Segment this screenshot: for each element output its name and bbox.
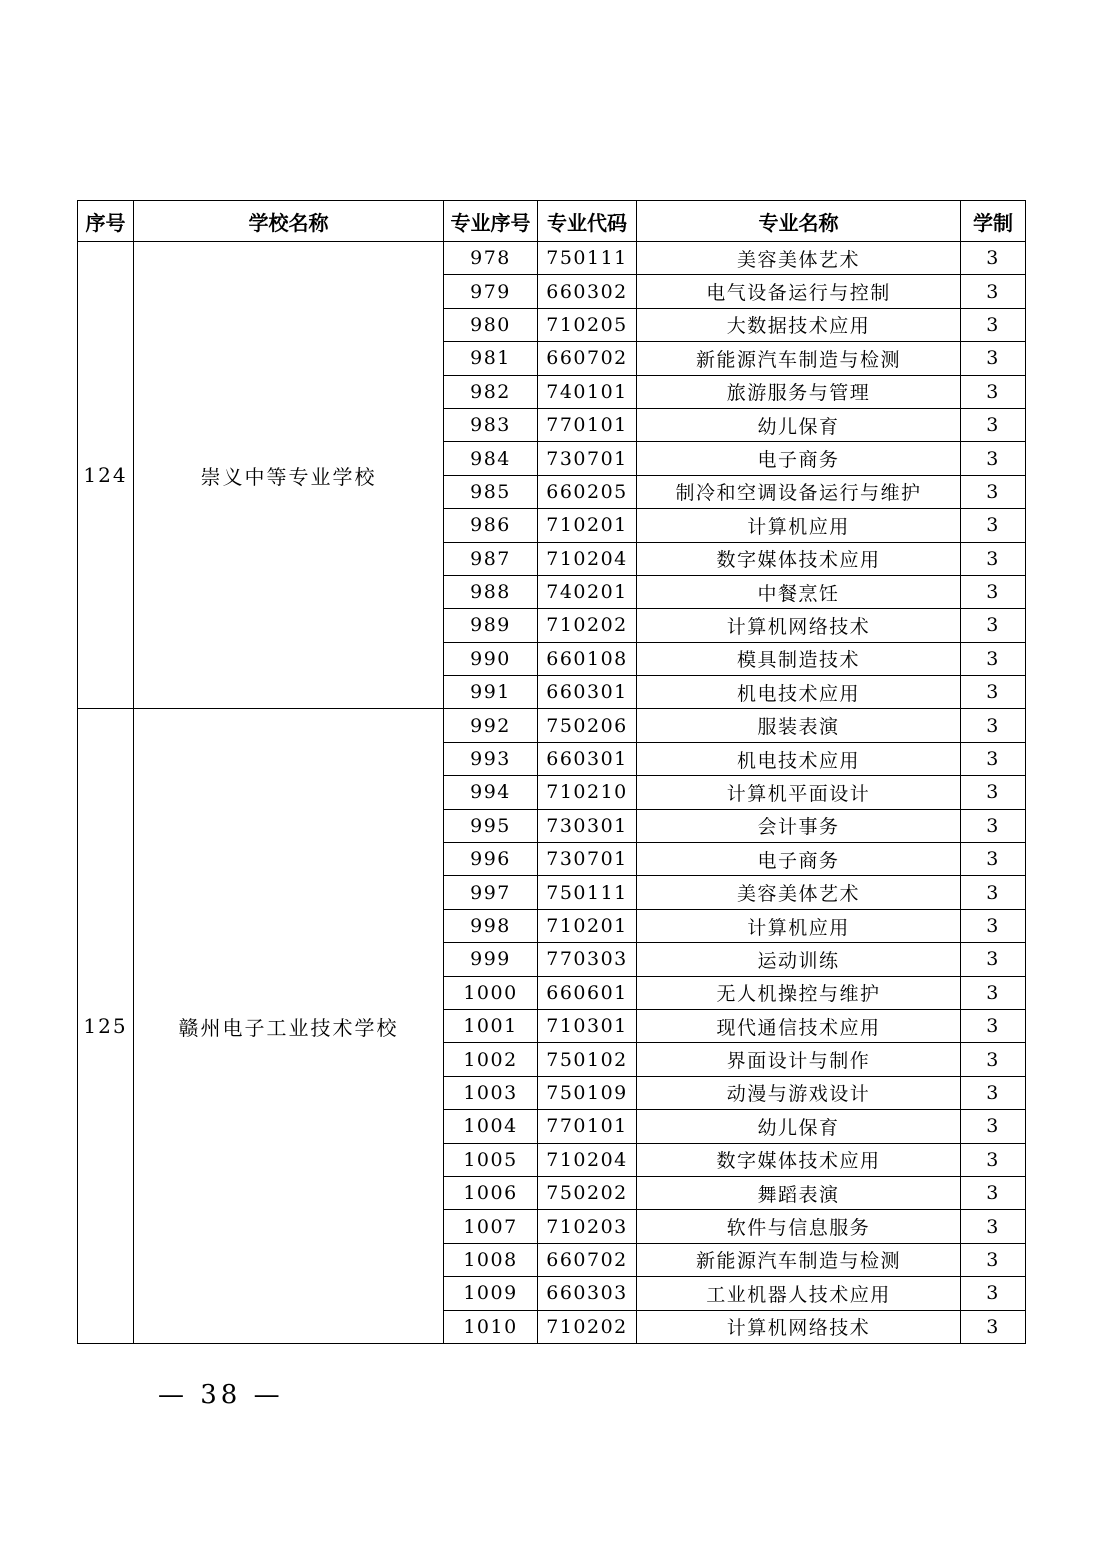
- major-name-cell: 计算机平面设计: [637, 776, 961, 809]
- duration-cell: 3: [961, 1243, 1026, 1276]
- major-code-cell: 750102: [538, 1043, 637, 1076]
- major-code-cell: 660702: [538, 1243, 637, 1276]
- major-index-cell: 1004: [444, 1110, 538, 1143]
- major-name-cell: 新能源汽车制造与检测: [637, 1243, 961, 1276]
- major-name-cell: 幼儿保育: [637, 408, 961, 441]
- major-index-cell: 978: [444, 242, 538, 275]
- duration-cell: 3: [961, 509, 1026, 542]
- major-code-cell: 710205: [538, 308, 637, 341]
- major-code-cell: 750109: [538, 1076, 637, 1109]
- page-number: — 38 —: [158, 1380, 284, 1410]
- major-code-cell: 710204: [538, 542, 637, 575]
- major-index-cell: 987: [444, 542, 538, 575]
- major-code-cell: 660108: [538, 642, 637, 675]
- major-code-cell: 770101: [538, 408, 637, 441]
- major-name-cell: 电子商务: [637, 843, 961, 876]
- major-index-cell: 991: [444, 676, 538, 709]
- major-name-cell: 电子商务: [637, 442, 961, 475]
- major-index-cell: 980: [444, 308, 538, 341]
- major-name-cell: 无人机操控与维护: [637, 976, 961, 1009]
- major-code-cell: 710201: [538, 509, 637, 542]
- header-major-index: 专业序号: [444, 201, 538, 242]
- major-index-cell: 1002: [444, 1043, 538, 1076]
- duration-cell: 3: [961, 976, 1026, 1009]
- major-index-cell: 1008: [444, 1243, 538, 1276]
- table-body: [78, 242, 1026, 1344]
- duration-cell: 3: [961, 876, 1026, 909]
- major-index-cell: 1000: [444, 976, 538, 1009]
- table-row: [78, 709, 1026, 742]
- major-code-cell: 660302: [538, 275, 637, 308]
- major-index-cell: 986: [444, 509, 538, 542]
- major-name-cell: 制冷和空调设备运行与维护: [637, 475, 961, 508]
- header-major-name: 专业名称: [637, 201, 961, 242]
- duration-cell: 3: [961, 542, 1026, 575]
- major-name-cell: 数字媒体技术应用: [637, 542, 961, 575]
- duration-cell: 3: [961, 375, 1026, 408]
- duration-cell: 3: [961, 1009, 1026, 1042]
- major-name-cell: 计算机应用: [637, 509, 961, 542]
- duration-cell: 3: [961, 1277, 1026, 1310]
- duration-cell: 3: [961, 609, 1026, 642]
- major-code-cell: 750111: [538, 242, 637, 275]
- major-code-cell: 750202: [538, 1176, 637, 1209]
- major-name-cell: 旅游服务与管理: [637, 375, 961, 408]
- major-name-cell: 数字媒体技术应用: [637, 1143, 961, 1176]
- major-name-cell: 工业机器人技术应用: [637, 1277, 961, 1310]
- major-name-cell: 中餐烹饪: [637, 575, 961, 608]
- major-index-cell: 1006: [444, 1176, 538, 1209]
- table-row: [78, 242, 1026, 275]
- header-row: [78, 201, 1026, 242]
- major-index-cell: 979: [444, 275, 538, 308]
- major-code-cell: 710204: [538, 1143, 637, 1176]
- major-code-cell: 660301: [538, 742, 637, 775]
- major-code-cell: 770303: [538, 943, 637, 976]
- duration-cell: 3: [961, 242, 1026, 275]
- major-code-cell: 710202: [538, 609, 637, 642]
- major-name-cell: 机电技术应用: [637, 742, 961, 775]
- major-index-cell: 989: [444, 609, 538, 642]
- major-index-cell: 1005: [444, 1143, 538, 1176]
- school-name-cell: 赣州电子工业技术学校: [134, 709, 444, 1343]
- major-code-cell: 660702: [538, 342, 637, 375]
- duration-cell: 3: [961, 642, 1026, 675]
- duration-cell: 3: [961, 1310, 1026, 1343]
- header-duration: 学制: [961, 201, 1026, 242]
- duration-cell: 3: [961, 475, 1026, 508]
- major-name-cell: 界面设计与制作: [637, 1043, 961, 1076]
- major-code-cell: 710203: [538, 1210, 637, 1243]
- duration-cell: 3: [961, 1143, 1026, 1176]
- major-index-cell: 983: [444, 408, 538, 441]
- school-index-cell: 125: [78, 709, 134, 1343]
- major-index-cell: 994: [444, 776, 538, 809]
- major-index-cell: 1001: [444, 1009, 538, 1042]
- major-index-cell: 984: [444, 442, 538, 475]
- major-index-cell: 985: [444, 475, 538, 508]
- duration-cell: 3: [961, 575, 1026, 608]
- duration-cell: 3: [961, 1110, 1026, 1143]
- major-name-cell: 运动训练: [637, 943, 961, 976]
- duration-cell: 3: [961, 1076, 1026, 1109]
- major-code-cell: 730301: [538, 809, 637, 842]
- duration-cell: 3: [961, 342, 1026, 375]
- major-index-cell: 993: [444, 742, 538, 775]
- duration-cell: 3: [961, 676, 1026, 709]
- major-index-cell: 1009: [444, 1277, 538, 1310]
- duration-cell: 3: [961, 275, 1026, 308]
- major-index-cell: 1003: [444, 1076, 538, 1109]
- duration-cell: 3: [961, 442, 1026, 475]
- header-school-name: 学校名称: [134, 201, 444, 242]
- duration-cell: 3: [961, 308, 1026, 341]
- major-name-cell: 动漫与游戏设计: [637, 1076, 961, 1109]
- major-name-cell: 幼儿保育: [637, 1110, 961, 1143]
- header-index: 序号: [78, 201, 134, 242]
- major-index-cell: 995: [444, 809, 538, 842]
- major-code-cell: 750206: [538, 709, 637, 742]
- duration-cell: 3: [961, 943, 1026, 976]
- major-code-cell: 710210: [538, 776, 637, 809]
- major-code-cell: 710202: [538, 1310, 637, 1343]
- major-index-cell: 988: [444, 575, 538, 608]
- duration-cell: 3: [961, 1043, 1026, 1076]
- major-name-cell: 现代通信技术应用: [637, 1009, 961, 1042]
- major-code-cell: 710301: [538, 1009, 637, 1042]
- major-code-cell: 750111: [538, 876, 637, 909]
- major-code-cell: 710201: [538, 909, 637, 942]
- duration-cell: 3: [961, 776, 1026, 809]
- duration-cell: 3: [961, 1210, 1026, 1243]
- major-name-cell: 美容美体艺术: [637, 876, 961, 909]
- major-name-cell: 服装表演: [637, 709, 961, 742]
- major-index-cell: 990: [444, 642, 538, 675]
- major-index-cell: 999: [444, 943, 538, 976]
- major-name-cell: 舞蹈表演: [637, 1176, 961, 1209]
- major-name-cell: 计算机网络技术: [637, 609, 961, 642]
- major-name-cell: 新能源汽车制造与检测: [637, 342, 961, 375]
- major-code-cell: 740101: [538, 375, 637, 408]
- major-index-cell: 982: [444, 375, 538, 408]
- major-name-cell: 模具制造技术: [637, 642, 961, 675]
- school-index-cell: 124: [78, 242, 134, 709]
- header-major-code: 专业代码: [538, 201, 637, 242]
- major-index-cell: 1010: [444, 1310, 538, 1343]
- major-name-cell: 软件与信息服务: [637, 1210, 961, 1243]
- duration-cell: 3: [961, 843, 1026, 876]
- duration-cell: 3: [961, 909, 1026, 942]
- major-name-cell: 美容美体艺术: [637, 242, 961, 275]
- major-code-cell: 740201: [538, 575, 637, 608]
- major-table: [77, 200, 1026, 1344]
- duration-cell: 3: [961, 709, 1026, 742]
- major-code-cell: 660301: [538, 676, 637, 709]
- major-name-cell: 计算机网络技术: [637, 1310, 961, 1343]
- major-name-cell: 计算机应用: [637, 909, 961, 942]
- major-code-cell: 660205: [538, 475, 637, 508]
- major-index-cell: 997: [444, 876, 538, 909]
- major-index-cell: 1007: [444, 1210, 538, 1243]
- major-name-cell: 机电技术应用: [637, 676, 961, 709]
- major-name-cell: 会计事务: [637, 809, 961, 842]
- major-index-cell: 981: [444, 342, 538, 375]
- major-name-cell: 大数据技术应用: [637, 308, 961, 341]
- school-name-cell: 崇义中等专业学校: [134, 242, 444, 709]
- major-code-cell: 660601: [538, 976, 637, 1009]
- duration-cell: 3: [961, 742, 1026, 775]
- major-code-cell: 730701: [538, 843, 637, 876]
- major-index-cell: 996: [444, 843, 538, 876]
- major-code-cell: 660303: [538, 1277, 637, 1310]
- major-index-cell: 998: [444, 909, 538, 942]
- major-name-cell: 电气设备运行与控制: [637, 275, 961, 308]
- duration-cell: 3: [961, 809, 1026, 842]
- duration-cell: 3: [961, 1176, 1026, 1209]
- major-index-cell: 992: [444, 709, 538, 742]
- duration-cell: 3: [961, 408, 1026, 441]
- major-code-cell: 730701: [538, 442, 637, 475]
- major-code-cell: 770101: [538, 1110, 637, 1143]
